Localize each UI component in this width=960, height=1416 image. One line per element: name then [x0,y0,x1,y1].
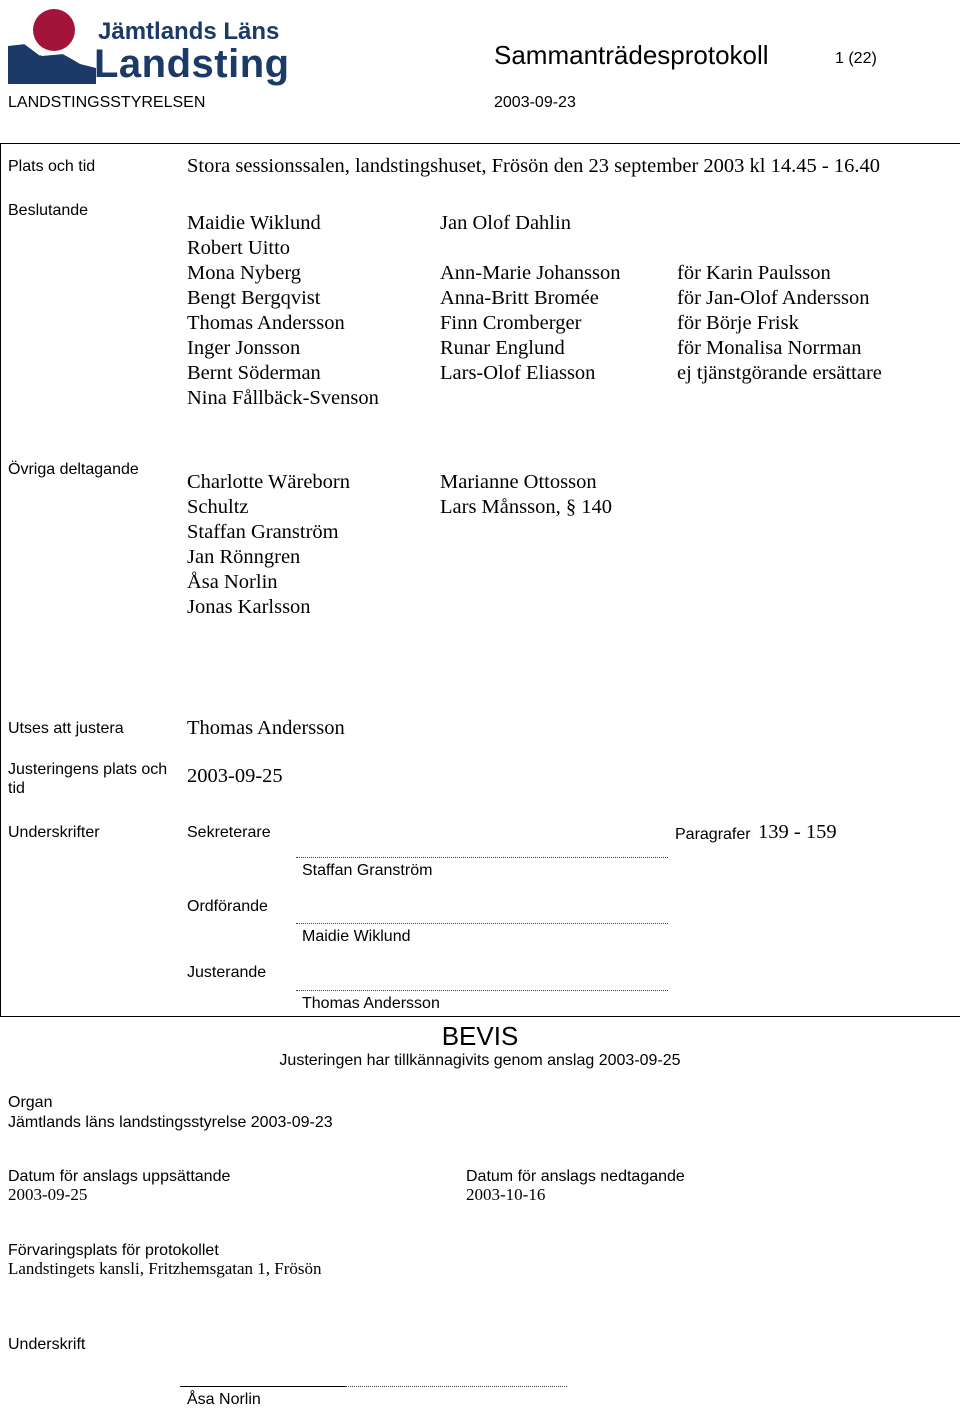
list-item: Staffan Granström [187,521,339,543]
list-item: för Jan-Olof Andersson [677,287,870,309]
ovriga-label: Övriga deltagande [8,461,139,478]
list-item: Mona Nyberg [187,262,302,284]
justera-value: Thomas Andersson [187,717,345,739]
ordforande-label: Ordförande [187,898,268,915]
plats-value: Stora sessionssalen, landstingshuset, Frösön den 23 september 2003 kl 14.45 - 16.40 [187,155,880,177]
list-item: Lars Månsson, § 140 [440,496,612,518]
list-item: Jonas Karlsson [187,596,311,618]
logo-text-bottom: Landsting [94,42,290,86]
list-item: Jan Rönngren [187,546,301,568]
plats-label: Plats och tid [8,158,96,175]
list-item: Bernt Söderman [187,362,321,384]
underskrift-label: Underskrift [8,1336,86,1353]
list-item: Marianne Ottosson [440,471,597,493]
organ-label: Organ [8,1094,53,1111]
list-item: Charlotte Wäreborn [187,471,350,493]
sekreterare-label: Sekreterare [187,824,271,841]
justering-place-label: Justeringens plats och tid [8,761,168,797]
list-item: Bengt Bergqvist [187,287,321,309]
paragrafer-label: Paragrafer [675,826,751,843]
forvaring-value: Landstingets kansli, Fritzhemsgatan 1, Frösön [8,1259,322,1278]
forvaring-label: Förvaringsplats för protokollet [8,1242,219,1259]
list-item [440,236,621,261]
list-item: ej tjänstgörande ersättare [677,362,882,384]
list-item: för Monalisa Norrman [677,337,862,359]
list-item: Jan Olof Dahlin [440,212,571,234]
paragrafer-value: 139 - 159 [758,821,837,843]
organ-value: Jämtlands läns landstingsstyrelse 2003-09-23 [8,1114,333,1131]
underskrift-line-solid [180,1386,345,1387]
document-title: Sammanträdesprotokoll [494,40,769,70]
beslutande-col3 [677,261,882,386]
ovriga-col1 [187,470,350,620]
uppsattande-label: Datum för anslags uppsättande [8,1168,231,1185]
page-number: 1 (22) [835,50,877,67]
list-item: Robert Uitto [187,237,291,259]
list-item: Thomas Andersson [187,312,345,334]
left-border [0,143,1,1016]
list-item: Schultz [187,496,249,518]
bevis-title: BEVIS [441,1021,519,1051]
ovriga-col2 [440,470,612,520]
underskrifter-label: Underskrifter [8,824,100,841]
beslutande-label: Beslutande [8,202,89,219]
underskrift-line-dotted [345,1386,567,1387]
bevis-rule [0,1016,960,1017]
top-rule [0,143,960,144]
justera-label: Utses att justera [8,720,124,737]
organization-name: LANDSTINGSSTYRELSEN [8,94,206,111]
logo-text-top: Jämtlands Läns [98,18,280,45]
list-item: Åsa Norlin [187,571,278,593]
list-item: Finn Cromberger [440,312,582,334]
logo [8,6,290,88]
header-date: 2003-09-23 [494,94,576,111]
list-item: Inger Jonsson [187,337,301,359]
list-item: för Karin Paulsson [677,262,831,284]
justering-place-value: 2003-09-25 [187,765,283,787]
list-item: Lars-Olof Eliasson [440,362,596,384]
justerande-name: Thomas Andersson [302,995,440,1012]
nedtagande-value: 2003-10-16 [466,1185,546,1204]
list-item: för Börje Frisk [677,312,799,334]
landsting-logo-icon [8,6,100,84]
list-item: Runar Englund [440,337,565,359]
beslutande-col1 [187,211,379,411]
uppsattande-value: 2003-09-25 [8,1185,88,1204]
bevis-text: Justeringen har tillkännagivits genom anslag 2003-09-25 [279,1052,681,1069]
underskrift-name: Åsa Norlin [187,1391,261,1408]
justerande-label: Justerande [187,964,267,981]
list-item: Anna-Britt Bromée [440,287,599,309]
ordforande-signature-line [296,923,668,924]
nedtagande-label: Datum för anslags nedtagande [466,1168,685,1185]
beslutande-col2 [440,211,621,386]
list-item: Nina Fållbäck-Svenson [187,387,379,409]
ordforande-name: Maidie Wiklund [302,928,411,945]
list-item: Ann-Marie Johansson [440,262,621,284]
list-item: Maidie Wiklund [187,212,321,234]
justerande-signature-line [296,990,668,991]
sekreterare-signature-line [296,857,668,858]
sekreterare-name: Staffan Granström [302,862,433,879]
